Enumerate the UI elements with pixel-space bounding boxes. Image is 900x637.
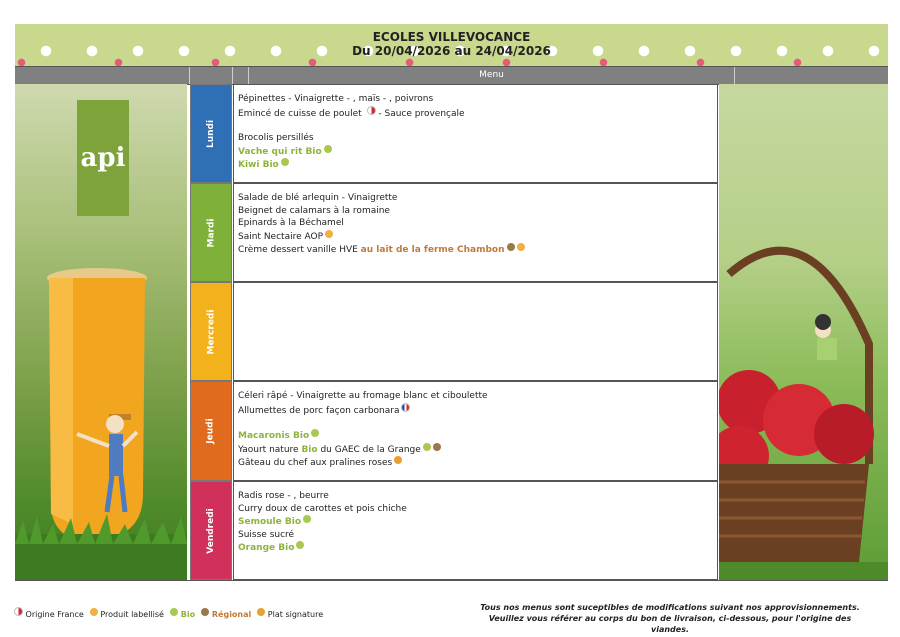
title-block <box>15 30 888 58</box>
menu-item-text: Yaourt nature <box>238 444 302 455</box>
day-label-mercredi: Mercredi <box>190 282 232 381</box>
menu-item-text: Crème dessert vanille HVE <box>238 245 361 255</box>
menu-item <box>238 217 717 230</box>
menu-item-text: Bio <box>301 444 318 455</box>
menu-item <box>238 205 717 218</box>
menu-item <box>238 158 717 172</box>
menu-item <box>238 230 717 244</box>
menu-item-text: Salade de blé arlequin - Vinaigrette <box>238 193 398 203</box>
menu-item-text: Radis rose - , beurre <box>238 491 329 501</box>
legend-item <box>199 610 251 619</box>
menu-item-text: Epinards à la Béchamel <box>238 218 344 228</box>
regional-icon <box>507 243 515 251</box>
day-label-mardi: Mardi <box>190 183 232 282</box>
menu-item-text: - Sauce provençale <box>375 108 465 119</box>
menu-item-text: Semoule Bio <box>238 517 302 527</box>
bio-icon <box>423 443 431 451</box>
legend-item <box>255 610 323 619</box>
label-icon <box>325 230 333 238</box>
blank-line <box>238 120 717 132</box>
bio-icon <box>303 515 311 523</box>
menu-item-text: Allumettes de porc façon carbonara <box>238 405 400 416</box>
menu-item-text: Gâteau du chef aux pralines roses <box>238 458 393 468</box>
menu-cell-vendredi <box>233 481 718 580</box>
signature-icon <box>394 456 402 464</box>
menu-item-text: Kiwi Bio <box>238 160 279 170</box>
right-decorative-photo <box>719 84 888 580</box>
header-banner <box>15 24 888 66</box>
day-label-lundi: Lundi <box>190 84 232 183</box>
day-label-jeudi: Jeudi <box>190 381 232 481</box>
menu-item <box>238 515 717 529</box>
grass-decoration <box>15 514 187 580</box>
legend-item <box>88 610 164 619</box>
menu-cell-mardi <box>233 183 718 282</box>
menu-item <box>238 541 717 555</box>
menu-cell-jeudi <box>233 381 718 481</box>
bio-icon <box>324 145 332 153</box>
menu-item <box>238 145 717 159</box>
footer-note-line: Veuillez vous référer au corps du bon de livraison, ci-dessous, pour l'origine des viandes. <box>488 614 852 634</box>
menu-item <box>238 490 717 503</box>
date-range: Du 20/04/2026 au 24/04/2026 <box>352 44 551 58</box>
menu-item-text: Orange Bio <box>238 543 295 553</box>
menu-item <box>238 243 717 257</box>
legend-item <box>12 610 84 619</box>
menu-item <box>238 192 717 205</box>
menu-item-text: Curry doux de carottes et pois chiche <box>238 503 407 514</box>
column-separator <box>232 67 233 84</box>
menu-item <box>238 429 717 443</box>
bio-icon <box>311 429 319 437</box>
origin-icon <box>367 106 376 115</box>
grid-bottom-border <box>15 580 888 581</box>
menu-item-text: Beignet de calamars à la romaine <box>238 205 390 216</box>
menu-item <box>238 390 717 403</box>
menu-item-text: Vache qui rit Bio <box>238 146 322 157</box>
label-icon <box>90 608 98 616</box>
page-title: ECOLES VILLEVOCANCE <box>372 30 531 44</box>
menu-item <box>238 529 717 542</box>
legend-label: Produit labellisé <box>97 610 164 619</box>
legend-label: Régional <box>209 610 252 619</box>
menu-cell-mercredi <box>233 282 718 381</box>
apple-basket-illustration <box>719 84 888 580</box>
origin-icon <box>14 607 23 616</box>
legend-label: Origine France <box>23 610 84 619</box>
footer-note <box>470 602 870 635</box>
left-decorative-photo <box>15 84 187 580</box>
blank-line <box>238 417 717 429</box>
menu-item <box>238 456 717 470</box>
rain-boot-illustration <box>37 264 157 554</box>
menu-item <box>238 503 717 516</box>
menu-item-text: Brocolis persillés <box>238 133 314 143</box>
column-header-bar <box>15 66 888 85</box>
column-separator <box>189 67 190 84</box>
menu-item-text: Saint Nectaire AOP <box>238 231 323 242</box>
regional-icon <box>433 443 441 451</box>
menu-item-text: Emincé de cuisse de poulet <box>238 108 365 119</box>
menu-item <box>238 93 717 106</box>
menu-column-header: Menu <box>248 67 735 84</box>
label-icon <box>517 243 525 251</box>
menu-item-text: du GAEC de la Grange <box>317 444 421 455</box>
legend-label: Bio <box>177 610 196 619</box>
menu-item-text: Céleri râpé - Vinaigrette au fromage blanc et ciboulette <box>238 391 488 401</box>
legend <box>12 607 327 619</box>
menu-item-text: Suisse sucré <box>238 529 295 540</box>
legend-label: Plat signature <box>265 610 324 619</box>
bio-icon <box>296 541 304 549</box>
day-label-vendredi: Vendredi <box>190 481 232 580</box>
menu-cell-lundi <box>233 84 718 183</box>
menu-item-text: au lait de la ferme Chambon <box>360 245 505 255</box>
api-logo: api <box>77 100 129 216</box>
footer-note-line: Tous nos menus sont suceptibles de modifications suivant nos approvisionnements. <box>480 603 860 612</box>
bio-icon <box>170 608 178 616</box>
menu-item-text: Pépinettes - Vinaigrette - , maïs - , poivrons <box>238 94 434 104</box>
france-flag-icon <box>401 403 410 412</box>
menu-item <box>238 106 717 121</box>
menu-item-text: Macaronis Bio <box>238 431 310 441</box>
bio-icon <box>281 158 289 166</box>
menu-item <box>238 132 717 145</box>
menu-item <box>238 443 717 457</box>
legend-item <box>168 610 195 619</box>
regional-icon <box>201 608 209 616</box>
menu-item <box>238 403 717 418</box>
